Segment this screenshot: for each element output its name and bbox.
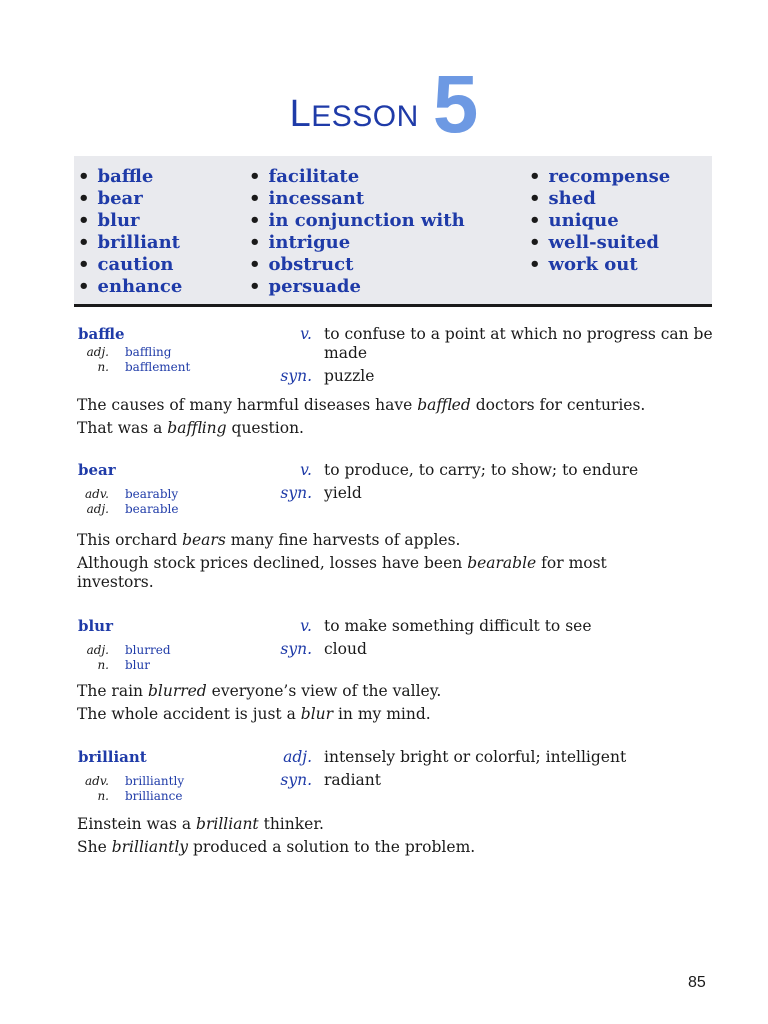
definitions [260, 748, 714, 794]
form-word: blurred [125, 643, 171, 657]
vocab-item: • shed [529, 188, 596, 209]
form-pos: adj. [86, 345, 109, 359]
form-word: brilliantly [125, 774, 185, 788]
vocab-item: • blur [78, 210, 140, 231]
def-label: v. [300, 325, 312, 343]
example-sentences [77, 813, 717, 859]
def-text: yield [324, 484, 362, 502]
def-label: syn. [280, 640, 312, 658]
def-text: radiant [324, 771, 381, 789]
vocab-item: • incessant [249, 188, 365, 209]
vocab-item: • persuade [249, 276, 361, 297]
word-forms [78, 487, 178, 517]
form-pos: adj. [86, 643, 109, 657]
vocab-item: • in conjunction with [249, 210, 465, 231]
def-label: adj. [283, 748, 312, 766]
vocab-column-1 [78, 166, 182, 298]
word-forms [78, 345, 190, 375]
vocab-item: • obstruct [249, 254, 354, 275]
vocab-item: • well-suited [529, 232, 660, 253]
example-sentence: That was a baffling question. [77, 419, 304, 437]
headword: bear [78, 461, 116, 479]
example-sentences [77, 394, 717, 440]
def-label: v. [300, 461, 312, 479]
vocabulary-list-box [74, 156, 712, 307]
example-sentence: This orchard bears many fine harvests of apples. [77, 531, 461, 549]
vocab-item: • brilliant [78, 232, 181, 253]
vocab-item: • enhance [78, 276, 183, 297]
vocab-item: • bear [78, 188, 143, 209]
form-pos: adv. [84, 487, 109, 501]
form-word: bearable [125, 502, 179, 516]
example-sentence: The causes of many harmful diseases have baffled doctors for centuries. [77, 396, 646, 414]
lesson-word-rest: ESSON [311, 100, 419, 133]
vocab-item: • work out [529, 254, 638, 275]
headword: brilliant [78, 748, 147, 766]
example-sentences [77, 680, 717, 726]
example-sentence: The rain blurred everyone’s view of the valley. [77, 682, 442, 700]
word-forms [78, 774, 184, 804]
word-forms [78, 643, 171, 673]
def-label: syn. [280, 367, 312, 385]
lesson-number: 5 [432, 59, 479, 150]
def-text: to confuse to a point at which no progress can be made [324, 325, 713, 362]
vocab-item: • baffle [78, 166, 154, 187]
form-pos: n. [97, 658, 109, 672]
def-label: syn. [280, 771, 312, 789]
definitions [260, 617, 714, 663]
headword: baffle [78, 325, 125, 343]
example-sentence: The whole accident is just a blur in my mind. [77, 705, 431, 723]
lesson-initial: L [289, 93, 312, 135]
vocab-item: • unique [529, 210, 619, 231]
lesson-title [0, 58, 768, 152]
headword: blur [78, 617, 113, 635]
example-sentences [77, 529, 717, 592]
definitions [260, 325, 714, 390]
form-word: bafflement [125, 360, 191, 374]
def-text: to make something difficult to see [324, 617, 592, 635]
page-number: 85 [688, 974, 706, 991]
def-text: intensely bright or colorful; intelligent [324, 748, 627, 766]
def-label: v. [300, 617, 312, 635]
lesson-word [290, 93, 419, 135]
form-word: baffling [125, 345, 172, 359]
vocab-column-2 [249, 166, 465, 298]
def-label: syn. [280, 484, 312, 502]
vocab-column-3 [529, 166, 670, 276]
def-text: to produce, to carry; to show; to endure [324, 461, 639, 479]
form-pos: adv. [84, 774, 109, 788]
vocab-item: • facilitate [249, 166, 360, 187]
example-sentence: Although stock prices declined, losses have been bearable for most investors. [77, 554, 607, 591]
def-text: puzzle [324, 367, 375, 385]
form-word: brilliance [125, 789, 183, 803]
form-word: blur [125, 658, 150, 672]
form-pos: adj. [86, 502, 109, 516]
form-pos: n. [97, 789, 109, 803]
vocab-item: • caution [78, 254, 174, 275]
vocab-item: • intrigue [249, 232, 351, 253]
example-sentence: She brilliantly produced a solution to the problem. [77, 838, 476, 856]
form-pos: n. [97, 360, 109, 374]
def-text: cloud [324, 640, 367, 658]
example-sentence: Einstein was a brilliant thinker. [77, 815, 324, 833]
form-word: bearably [125, 487, 179, 501]
definitions [260, 461, 714, 507]
vocab-item: • recompense [529, 166, 671, 187]
